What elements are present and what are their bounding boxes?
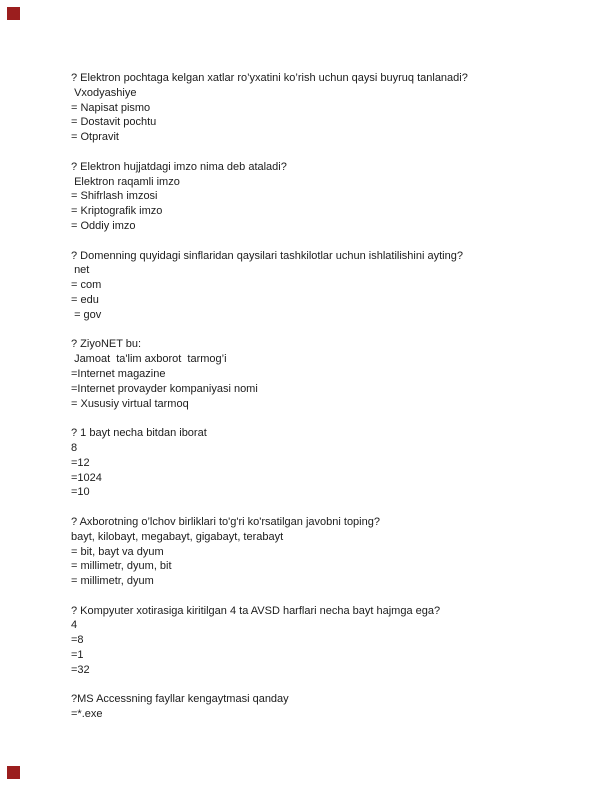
answer-option: = edu bbox=[71, 293, 99, 306]
answer-option: 4 bbox=[71, 619, 78, 632]
answer-option: =8 bbox=[71, 634, 84, 647]
question-block bbox=[71, 426, 551, 500]
page-marker-bottom-icon bbox=[7, 766, 20, 779]
question-block bbox=[71, 71, 551, 145]
page-marker-top-icon bbox=[7, 7, 20, 20]
answer-option: bayt, kilobayt, megabayt, gigabayt, terabayt bbox=[71, 530, 284, 543]
answer-option: =Internet magazine bbox=[71, 367, 166, 380]
answer-option: = gov bbox=[71, 308, 102, 321]
answer-option: =1024 bbox=[71, 471, 102, 484]
answer-option: Jamoat ta'lim axborot tarmog’i bbox=[71, 353, 227, 366]
answer-option: = com bbox=[71, 279, 102, 292]
question-text: ?MS Accessning fayllar kengaytmasi qanday bbox=[71, 693, 289, 706]
question-block bbox=[71, 249, 551, 323]
quiz-content bbox=[71, 0, 551, 722]
answer-option: Elektron raqamli imzo bbox=[71, 175, 180, 188]
answer-option: =Internet provayder kompaniyasi nomi bbox=[71, 382, 258, 395]
answer-option: =32 bbox=[71, 663, 90, 676]
answer-option: Vxodyashiye bbox=[71, 86, 137, 99]
answer-option: 8 bbox=[71, 441, 78, 454]
answer-option: =12 bbox=[71, 456, 90, 469]
question-text: ? Elektron pochtaga kelgan xatlar ro’yxatini ko’rish uchun qaysi buyruq tanlanadi? bbox=[71, 72, 468, 84]
answer-option: = bit, bayt va dyum bbox=[71, 545, 164, 558]
question-text: ? 1 bayt necha bitdan iborat bbox=[71, 427, 207, 440]
answer-option: =10 bbox=[71, 486, 90, 499]
question-text: ? Elektron hujjatdagi imzo nima deb ataladi? bbox=[71, 160, 287, 173]
question-text: ? Axborotning o’lchov birliklari to'g'ri ko'rsatilgan javobni toping? bbox=[71, 515, 380, 528]
answer-option: = Oddiy imzo bbox=[71, 219, 136, 232]
question-text: ? ZiyoNET bu: bbox=[71, 338, 142, 351]
answer-option: = Shifrlash imzosi bbox=[71, 190, 158, 203]
question-block bbox=[71, 692, 551, 722]
question-block bbox=[71, 337, 551, 411]
question-block bbox=[71, 604, 551, 678]
question-text: ? Kompyuter xotirasiga kiritilgan 4 ta AVSD harflari necha bayt hajmga ega? bbox=[71, 604, 441, 617]
question-text: ? Domenning quyidagi sinflaridan qaysilari tashkilotlar uchun ishlatilishini ayting? bbox=[71, 249, 463, 262]
question-block bbox=[71, 515, 551, 589]
answer-option: net bbox=[71, 264, 90, 277]
question-block bbox=[71, 160, 551, 234]
answer-option: = Kriptografik imzo bbox=[71, 205, 163, 218]
answer-option: =*.exe bbox=[71, 708, 103, 721]
answer-option: = Xususiy virtual tarmoq bbox=[71, 397, 189, 410]
answer-option: = Otpravit bbox=[71, 131, 119, 144]
answer-option: = millimetr, dyum, bit bbox=[71, 560, 172, 573]
answer-option: =1 bbox=[71, 649, 84, 662]
answer-option: = Napisat pismo bbox=[71, 101, 151, 114]
answer-option: = millimetr, dyum bbox=[71, 575, 154, 588]
answer-option: = Dostavit pochtu bbox=[71, 116, 157, 129]
